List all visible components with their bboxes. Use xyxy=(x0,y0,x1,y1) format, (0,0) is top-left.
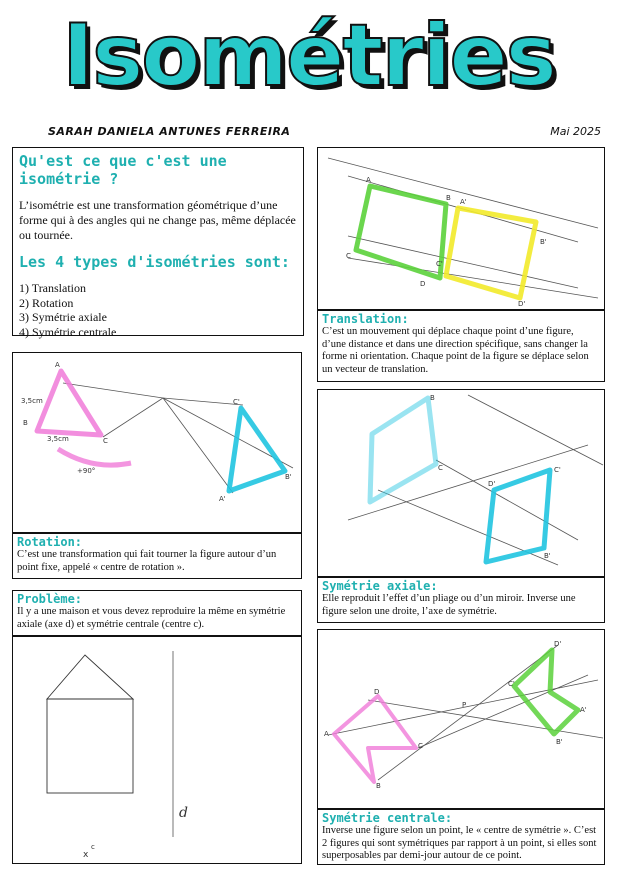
rot-point-c: C xyxy=(103,437,108,445)
ax-point-b: B xyxy=(430,394,435,402)
axiale-drawing xyxy=(318,390,606,578)
ce-point-d-prime: D' xyxy=(554,640,562,648)
ce-point-b: B xyxy=(376,782,381,790)
ce-point-a-prime: A' xyxy=(580,706,587,714)
rot-point-a: A xyxy=(55,361,60,369)
ce-point-d: D xyxy=(374,688,380,696)
types-list xyxy=(19,281,297,339)
center-mark: x xyxy=(83,850,89,860)
list-item: 2) Rotation xyxy=(19,295,74,310)
list-item: 1) Translation xyxy=(19,281,87,295)
probleme-text: Il y a une maison et vous devez reproduire la même en symétrie axiale (axe d) et symétrie centrale (centre c). xyxy=(17,606,286,630)
rot-measure-1: 3,5cm xyxy=(21,397,43,405)
list-item: 4) Symétrie centrale xyxy=(19,324,117,339)
ax-point-c-prime: C' xyxy=(554,466,561,474)
ce-point-b-prime: B' xyxy=(556,738,563,746)
ax-point-b-prime: B' xyxy=(544,552,551,560)
rot-point-b-prime: B' xyxy=(285,473,292,481)
point-d-prime: D' xyxy=(518,300,526,308)
point-d: D xyxy=(420,280,426,288)
rotation-caption xyxy=(12,533,302,579)
rot-point-a-prime: A' xyxy=(219,495,226,503)
ax-point-c: C xyxy=(438,464,443,472)
intro-question: Qu'est ce que c'est une isométrie ? xyxy=(19,152,227,188)
centrale-figure xyxy=(317,629,605,809)
rot-point-c-prime: C' xyxy=(233,398,240,406)
point-b-prime: B' xyxy=(540,238,547,246)
intro-section xyxy=(12,147,304,339)
probleme-caption xyxy=(12,590,302,636)
ce-center: P xyxy=(462,701,467,709)
list-item: 3) Symétrie axiale xyxy=(19,310,107,324)
axis-label: d xyxy=(179,805,188,821)
ax-point-d-prime: D' xyxy=(488,480,496,488)
centrale-title: Symétrie centrale: xyxy=(322,811,453,825)
rotation-drawing xyxy=(13,353,303,534)
probleme-drawing xyxy=(13,637,303,865)
axiale-figure xyxy=(317,389,605,577)
translation-text: C’est un mouvement qui déplace chaque point d’une figure, d’une distance et dans une direction spécifique, sans changer la forme ni orientation. Chaque point de la figure se déplace selon un vecteur de translation. xyxy=(322,326,589,375)
centrale-text: Inverse une figure selon un point, le « centre de symétrie ». C’est 2 figures qui sont symétriques par rapport à un point, si elles sont superposables par demi-jour autour de ce point. xyxy=(322,825,597,861)
centrale-caption xyxy=(317,809,605,865)
point-c: C xyxy=(346,252,351,260)
intro-definition: L’isométrie est une transformation géométrique d’une forme qui à des angles qui ne change pas, même déplacée ou tournée. xyxy=(19,198,296,242)
axiale-text: Elle reproduit l’effet d’un pliage ou d’un miroir. Inverse une figure selon une droite, l’axe de symétrie. xyxy=(322,593,576,617)
author-name: SARAH DANIELA ANTUNES FERREIRA xyxy=(48,125,291,138)
ce-point-c: C xyxy=(418,742,423,750)
axiale-title: Symétrie axiale: xyxy=(322,579,438,593)
rot-measure-2: 3,5cm xyxy=(47,435,69,443)
page-title: Isométries xyxy=(62,6,555,106)
rot-point-b: B xyxy=(23,419,28,427)
centrale-drawing xyxy=(318,630,606,810)
rotation-text: C’est une transformation qui fait tourner la figure autour d’un point fixe, appelé « centre de rotation ». xyxy=(17,549,277,573)
probleme-figure xyxy=(12,636,302,864)
translation-drawing xyxy=(318,148,606,311)
axiale-caption xyxy=(317,577,605,623)
rotation-figure xyxy=(12,352,302,533)
point-c-prime: C' xyxy=(436,260,443,268)
point-b: B xyxy=(446,194,451,202)
document-date: Mai 2025 xyxy=(550,125,601,138)
rot-angle: +90° xyxy=(77,467,96,475)
probleme-title: Problème: xyxy=(17,592,83,606)
ce-point-c-prime: C' xyxy=(508,680,515,688)
types-heading: Les 4 types d'isométries sont: xyxy=(19,253,290,271)
translation-figure xyxy=(317,147,605,310)
translation-title: Translation: xyxy=(322,312,409,326)
point-a: A xyxy=(366,176,371,184)
rotation-title: Rotation: xyxy=(17,535,83,549)
point-a-prime: A' xyxy=(460,198,467,206)
translation-caption xyxy=(317,310,605,382)
ce-point-a: A xyxy=(324,730,329,738)
center-label: c xyxy=(91,843,95,851)
